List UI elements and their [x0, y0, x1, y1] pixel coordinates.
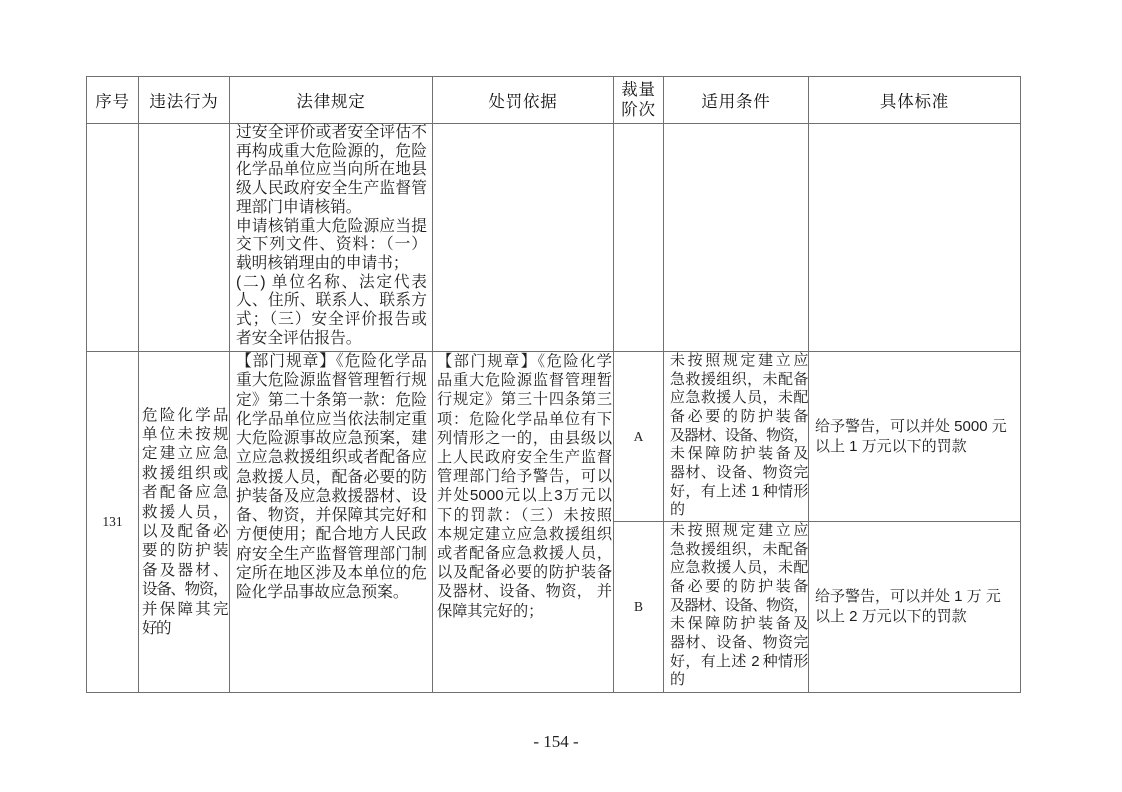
law-text-line: 人、住所、联系人、联系方: [236, 292, 427, 310]
standard-b-text-line: 给予警告，可以并处 1 万 元: [815, 588, 1001, 605]
conditions-a-text-line: 未保障防护装备及: [670, 445, 807, 463]
law-text-line: 过安全评价或者安全评估不: [236, 124, 427, 141]
law-text-line: 备、物资，并保障其完好和: [236, 507, 427, 524]
header-index: [87, 77, 138, 123]
header-standard: [809, 77, 1020, 123]
law-text-line: 立应急救援组织或者配备应: [236, 449, 427, 467]
level-b-cell: [614, 522, 663, 692]
paragraph: [621, 80, 656, 120]
law-text-line: 急救援人员，配备必要的防: [236, 468, 427, 486]
law-text-line: 险化学品事故应急预案。: [236, 584, 409, 601]
continued-law-cell: [230, 124, 432, 351]
penalty-basis-text-line: 保障其完好的；: [437, 602, 544, 620]
law-text-line: 者安全评估报告。: [236, 329, 362, 347]
law-text-line: 定》第二十条第一款：危险: [236, 391, 427, 409]
conditions-b-text-line: 好，有上述 2 种情形: [670, 652, 807, 670]
law-text-line: 大危险源事故应急预案，建: [236, 430, 427, 447]
header-discretion-level-line: 阶次: [621, 101, 656, 119]
violation-text-line: 要的防护装: [142, 542, 227, 560]
level-b-label: B: [633, 599, 643, 614]
paragraph: [815, 587, 1016, 627]
standard-a-text-line: 以上 1 万元以下的罚款: [815, 437, 967, 455]
paragraph: [236, 352, 427, 602]
conditions-a-cell: [664, 352, 808, 521]
continued-penalty-cell: [433, 124, 613, 351]
penalty-basis-text-line: 或者配备应急救援人员，: [437, 545, 612, 563]
standard-b-cell: [809, 522, 1020, 692]
violation-text-line: 以及配备必: [142, 523, 227, 540]
penalty-basis-text-line: 品重大危险源监督管理暂: [437, 372, 612, 390]
level-a-label: A: [633, 428, 644, 444]
header-violation: [139, 77, 229, 123]
conditions-b-text-line: 急救援组织，未配备: [670, 540, 807, 558]
conditions-a-text-line: 好，有上述 1 种情形: [670, 482, 807, 500]
violation-text-line: 设备、物资，: [142, 581, 227, 599]
penalty-basis-text-line: 列情形之一的，由县级以: [437, 429, 612, 447]
conditions-a-text-line: 备必要的防护装备: [670, 407, 807, 425]
law-text-line: 【部门规章】《危险化学品: [236, 353, 427, 370]
paragraph: [815, 417, 1016, 457]
paragraph: [670, 522, 807, 690]
standard-a-cell: [809, 352, 1020, 521]
conditions-a-text-line: 器材、设备、物资完: [670, 463, 807, 481]
continued-level-cell: [614, 124, 663, 351]
law-text-line: 载明核销理由的申请书；: [236, 254, 409, 272]
paragraph: [437, 352, 612, 621]
conditions-b-text-line: 未保障防护装备及: [670, 615, 807, 633]
header-penalty-basis: [433, 77, 613, 123]
violation-text-line: 并保障其完: [142, 600, 227, 618]
penalty-basis-text-line: 管理部门给予警告，可以: [437, 468, 612, 486]
conditions-a-text-line: 应急救援人员，未配: [670, 389, 807, 407]
paragraph: [236, 274, 427, 349]
law-text-line: 理部门申请核销。: [236, 198, 362, 216]
continued-index-cell: [87, 124, 138, 351]
paragraph: [670, 352, 807, 520]
conditions-b-text-line: 器材、设备、物资完: [670, 633, 807, 651]
continued-conditions-cell: [664, 124, 808, 351]
violation-text-line: 定建立应急: [142, 445, 227, 463]
violation-text-line: 好的: [142, 620, 171, 638]
conditions-a-text-line: 的: [670, 501, 684, 519]
header-index-label: 序号: [95, 93, 130, 111]
header-discretion-level: [614, 77, 663, 123]
header-conditions-label: 适用条件: [701, 93, 771, 111]
penalty-basis-text-line: 【部门规章】《危险化学: [437, 353, 612, 370]
conditions-b-text-line: 的: [670, 671, 684, 689]
penalty-basis-text-line: 项：危险化学品单位有下: [437, 410, 612, 428]
continued-violation-cell: [139, 124, 229, 351]
conditions-b-text-line: 及器材、设备、物资，: [670, 596, 807, 614]
page-number: - 154 -: [533, 732, 579, 751]
penalty-basis-text-line: 及器材、设备、物资， 并: [437, 583, 612, 601]
conditions-b-text-line: 备必要的防护装备: [670, 577, 807, 595]
discretion-standard-table: [86, 76, 1021, 693]
conditions-b-cell: [664, 522, 808, 692]
conditions-b-text-line: 应急救援人员，未配: [670, 559, 807, 577]
standard-a-text-line: 给予警告，可以并处 5000 元: [815, 417, 1007, 435]
law-text-line: (二) 单位名称、法定代表: [236, 273, 427, 291]
header-penalty-basis-label: 处罚依据: [488, 93, 558, 111]
law-text-line: 方便使用；配合地方人民政: [236, 526, 427, 544]
penalty-basis-cell: [433, 352, 613, 692]
row-index: 131: [102, 514, 123, 529]
law-text-line: 交下列文件、资料：（一）: [236, 236, 427, 254]
violation-text-line: 单位未按规: [142, 425, 227, 443]
conditions-a-text-line: 及器材、设备、物资，: [670, 426, 807, 444]
violation-text-line: 危险化学品: [142, 406, 227, 424]
law-text-line: 式；（三）安全评价报告或: [236, 311, 427, 329]
paragraph: [236, 124, 427, 218]
violation-text-line: 者配备应急: [142, 484, 227, 502]
paragraph: [236, 218, 427, 274]
header-standard-label: 具体标准: [879, 93, 950, 111]
law-text-line: 化学品单位应当向所在地县: [236, 161, 427, 179]
law-text-line: 级人民政府安全生产监督管: [236, 180, 427, 198]
header-violation-label: 违法行为: [149, 93, 219, 111]
law-text-line: 申请核销重大危险源应当提: [236, 217, 427, 235]
header-law: [230, 77, 432, 123]
penalty-basis-text-line: 本规定建立应急救援组织: [437, 525, 612, 543]
continued-standard-cell: [809, 124, 1020, 351]
law-text-line: 府安全生产监督管理部门制: [236, 545, 427, 563]
violation-text-line: 救援人员，: [142, 503, 227, 521]
level-a-cell: [614, 352, 663, 521]
violation-cell: [139, 352, 229, 692]
law-text-line: 护装备及应急救援器材、设: [236, 487, 427, 505]
violation-text-line: 备及器材、: [142, 561, 227, 579]
penalty-basis-text-line: 下的罚款：（三）未按照: [437, 506, 612, 524]
conditions-a-text-line: 急救援组织，未配备: [670, 370, 807, 388]
law-cell: [230, 352, 432, 692]
law-text-line: 再构成重大危险源的，危险: [236, 142, 427, 160]
standard-b-text-line: 以上 2 万元以下的罚款: [815, 608, 967, 625]
law-text-line: 重大危险源监督管理暂行规: [236, 372, 427, 390]
penalty-basis-text-line: 以及配备必要的防护装备: [437, 564, 612, 582]
header-discretion-level-line: 裁量: [621, 81, 656, 99]
header-conditions: [664, 77, 808, 123]
paragraph: [142, 406, 227, 639]
penalty-basis-text-line: 行规定》第三十四条第三: [437, 391, 612, 409]
law-text-line: 化学品单位应当依法制定重: [236, 410, 427, 428]
conditions-b-text-line: 未按照规定建立应: [670, 522, 807, 539]
violation-text-line: 救援组织或: [142, 464, 227, 482]
conditions-a-text-line: 未按照规定建立应: [670, 352, 807, 369]
row-index-cell: [87, 352, 138, 692]
header-law-label: 法律规定: [296, 93, 366, 111]
penalty-basis-text-line: 并处5000元以上3万元以: [437, 487, 612, 505]
penalty-basis-text-line: 上人民政府安全生产监督: [437, 449, 612, 467]
law-text-line: 定所在地区涉及本单位的危: [236, 564, 427, 582]
